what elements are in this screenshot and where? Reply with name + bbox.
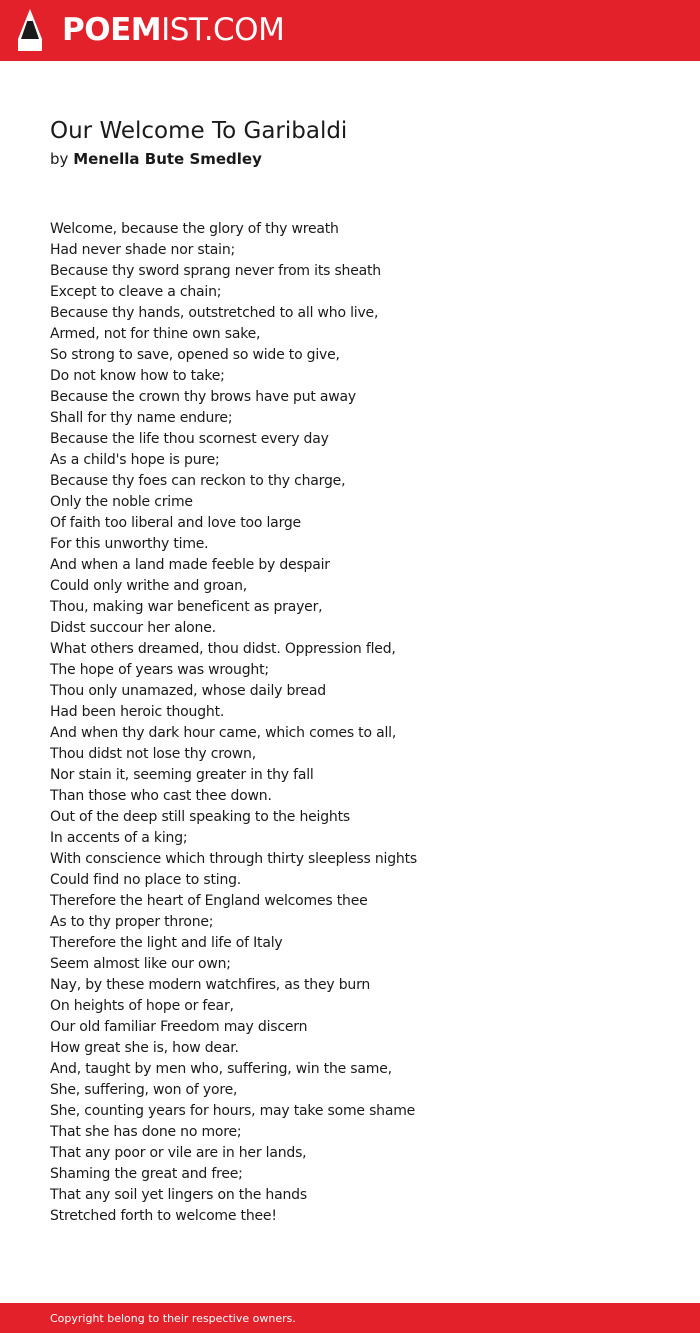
poem-line: Because the crown thy brows have put away [50, 389, 357, 405]
poem-line: For this unworthy time. [50, 536, 209, 552]
site-header [0, 0, 700, 61]
copyright-text: Copyright belong to their respective owners. [50, 1312, 296, 1325]
poem-line: Thou didst not lose thy crown, [50, 746, 256, 762]
poem-line: She, counting years for hours, may take some shame [50, 1103, 416, 1119]
poem-line: Therefore the light and life of Italy [50, 935, 283, 951]
poem-line: And when thy dark hour came, which comes to all, [50, 725, 397, 741]
author-name: Menella Bute Smedley [73, 150, 262, 168]
poem-line: Except to cleave a chain; [50, 284, 222, 300]
by-label: by [50, 150, 69, 168]
poem-line: Welcome, because the glory of thy wreath [50, 221, 339, 237]
poem-line: On heights of hope or fear, [50, 998, 234, 1014]
site-footer [0, 1303, 700, 1333]
poem-line: How great she is, how dear. [50, 1040, 239, 1056]
poem-body [50, 219, 670, 1227]
poem-line: Shall for thy name endure; [50, 410, 233, 426]
poem-line: In accents of a king; [50, 830, 188, 846]
poem-line: Had never shade nor stain; [50, 242, 236, 258]
poem-line: Because thy foes can reckon to thy charge, [50, 473, 346, 489]
poem-line: As a child's hope is pure; [50, 452, 220, 468]
poem-line: Could find no place to sting. [50, 872, 242, 888]
poem-line: Because thy hands, outstretched to all who live, [50, 305, 379, 321]
poem-line: What others dreamed, thou didst. Oppression fled, [50, 641, 396, 657]
poem-line: Seem almost like our own; [50, 956, 231, 972]
logo-bold-text: POEM [62, 12, 162, 48]
poem-line: And when a land made feeble by despair [50, 557, 330, 573]
poem-line: The hope of years was wrought; [50, 662, 269, 678]
poem-line: Therefore the heart of England welcomes thee [50, 893, 368, 909]
site-logo[interactable] [62, 12, 284, 48]
poem-line: She, suffering, won of yore, [50, 1082, 238, 1098]
poem-title: Our Welcome To Garibaldi [50, 118, 348, 144]
poem-line: As to thy proper throne; [50, 914, 214, 930]
poem-line: Could only writhe and groan, [50, 578, 248, 594]
poem-line: Out of the deep still speaking to the heights [50, 809, 350, 825]
poem-line: Of faith too liberal and love too large [50, 515, 301, 531]
byline [50, 149, 262, 169]
poem-line: Nor stain it, seeming greater in thy fall [50, 767, 314, 783]
pencil-icon[interactable] [18, 9, 42, 51]
poem-line: Do not know how to take; [50, 368, 225, 384]
poem-line: And, taught by men who, suffering, win the same, [50, 1061, 392, 1077]
poem-line: Stretched forth to welcome thee! [50, 1208, 277, 1224]
poem-line: With conscience which through thirty sleepless nights [50, 851, 417, 867]
poem-line: Thou, making war beneficent as prayer, [50, 599, 323, 615]
poem-line: Had been heroic thought. [50, 704, 225, 720]
poem-line: Because the life thou scornest every day [50, 431, 329, 447]
poem-line: Didst succour her alone. [50, 620, 216, 636]
poem-line: Our old familiar Freedom may discern [50, 1019, 308, 1035]
poem-line: Only the noble crime [50, 494, 193, 510]
poem-line: That any soil yet lingers on the hands [50, 1187, 307, 1203]
poem-line: That she has done no more; [50, 1124, 242, 1140]
poem-line: Thou only unamazed, whose daily bread [50, 683, 326, 699]
poem-line: Because thy sword sprang never from its sheath [50, 263, 381, 279]
poem-line: So strong to save, opened so wide to give, [50, 347, 340, 363]
poem-line: That any poor or vile are in her lands, [50, 1145, 307, 1161]
poem-line: Nay, by these modern watchfires, as they burn [50, 977, 371, 993]
poem-line: Than those who cast thee down. [50, 788, 272, 804]
poem-line: Armed, not for thine own sake, [50, 326, 261, 342]
poem-line: Shaming the great and free; [50, 1166, 243, 1182]
logo-light-text: IST.COM [161, 12, 285, 48]
